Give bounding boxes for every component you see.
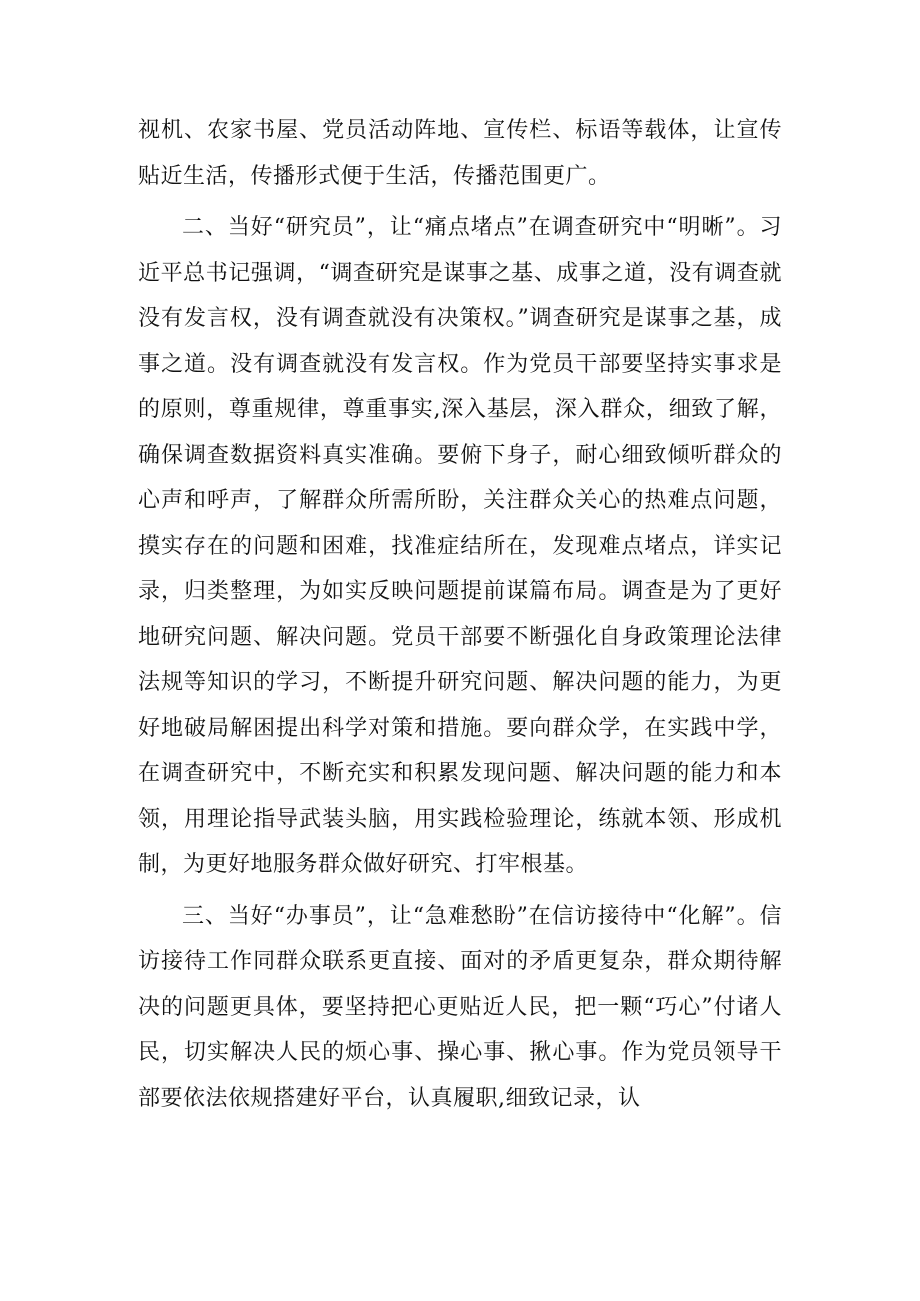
paragraph-section-two: 二、当好“研究员”，让“痛点堵点”在调查研究中“明晰”。习近平总书记强调，“调查研究是谋事之基、成事之道，没有调查就没有发言权，没有调查就没有决策权。”调查研究是谋事之基，成事之道。没有调查就没有发言权。作为党员干部要坚持实事求是的原则，尊重规律，尊重事实,深入基层，深入群众，细致了解，确保调查数据资料真实准确。要俯下身子，耐心细致倾听群众的心声和呼声，了解群众所需所盼，关注群众关心的热难点问题，摸实存在的问题和困难，找准症结所在，发现难点堵点，详实记录，归类整理，为如实反映问题提前谋篇布局。调查是为了更好地研究问题、解决问题。党员干部要不断强化自身政策理论法律法规等知识的学习，不断提升研究问题、解决问题的能力，为更好地破局解困提出科学对策和措施。要向群众学，在实践中学，在调查研究中，不断充实和积累发现问题、解决问题的能力和本领，用理论指导武装头脑，用实践检验理论，练就本领、形成机制，为更好地服务群众做好研究、打牢根基。: [138, 215, 782, 877]
document-page: [138, 108, 782, 1121]
paragraph-section-three: 三、当好“办事员”，让“急难愁盼”在信访接待中“化解”。信访接待工作同群众联系更直接、面对的矛盾更复杂，群众期待解决的问题更具体，要坚持把心更贴近人民，把一颗“巧心”付诸人民，切实解决人民的烦心事、操心事、揪心事。作为党员领导干部要依法依规搭建好平台，认真履职,细致记录，认: [138, 903, 782, 1111]
paragraph-continuation: 视机、农家书屋、党员活动阵地、宣传栏、标语等载体，让宣传贴近生活，传播形式便于生活，传播范围更广。: [138, 118, 782, 189]
